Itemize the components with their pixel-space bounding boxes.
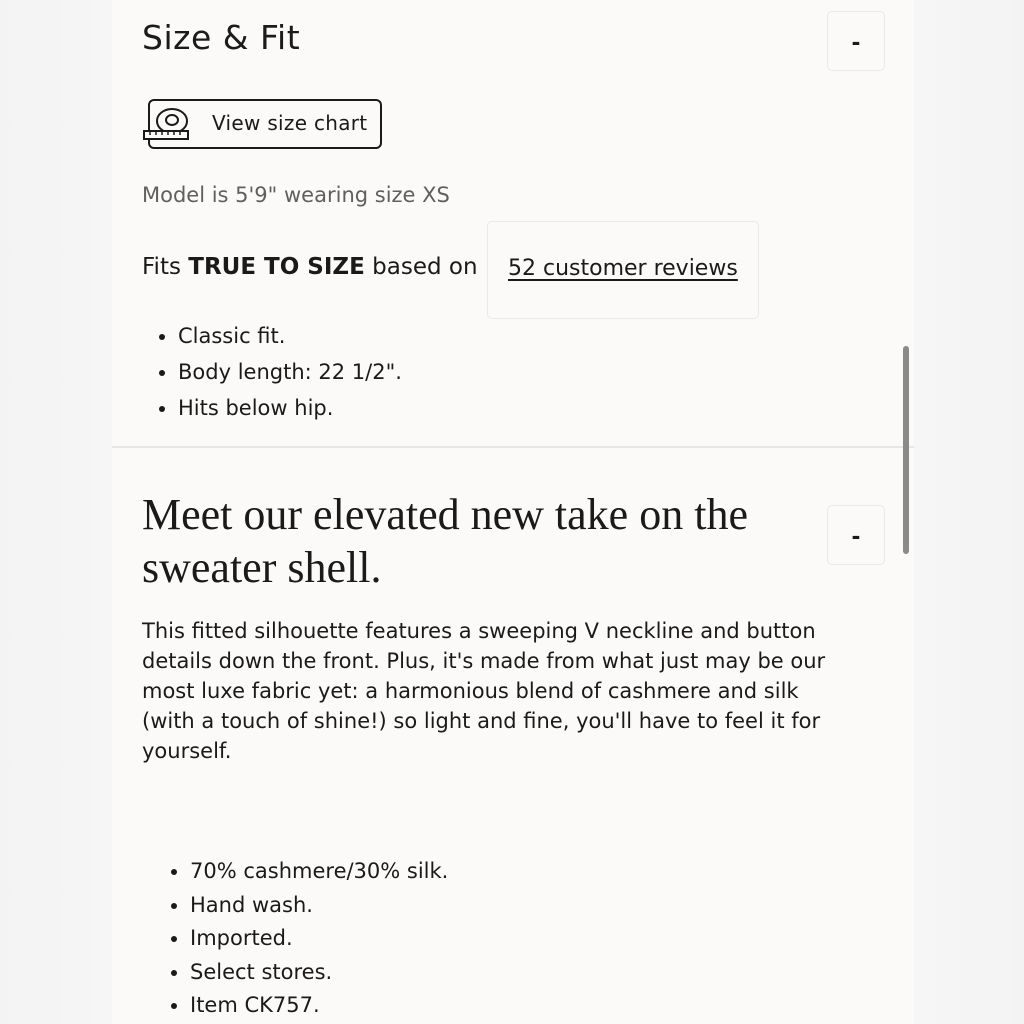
fit-summary xyxy=(142,254,478,280)
description-collapse-button[interactable]: - xyxy=(827,505,885,565)
product-details-list xyxy=(166,855,448,1023)
section-divider xyxy=(112,446,914,448)
measuring-tape-icon xyxy=(142,105,202,143)
list-item: • Imported. xyxy=(190,922,448,956)
list-item: • Body length: 22 1/2". xyxy=(178,354,402,390)
description-body: This fitted silhouette features a sweeping V neckline and button details down the front. Plus, it's made from what just may be our most luxe fabric yet: a harmonious blend of cashmere and silk (with a touch of shine!) so light and fine, you'll have to feel it for yourself. xyxy=(142,619,826,763)
right-backdrop xyxy=(914,0,1024,1024)
list-item: • Hits below hip. xyxy=(178,390,402,426)
size-fit-heading: Size & Fit xyxy=(142,18,301,57)
scrollbar-thumb[interactable] xyxy=(903,346,909,554)
fit-summary-suffix: based on xyxy=(364,254,478,280)
model-size-info: Model is 5'9" wearing size XS xyxy=(142,183,450,207)
fit-details-list xyxy=(154,318,402,426)
size-fit-collapse-button[interactable]: - xyxy=(827,11,885,71)
customer-reviews-link[interactable]: 52 customer reviews xyxy=(508,256,738,281)
product-details-panel xyxy=(112,0,914,1024)
list-item: • Hand wash. xyxy=(190,889,448,923)
fit-summary-prefix: Fits xyxy=(142,254,189,280)
view-size-chart-label: View size chart xyxy=(212,111,368,135)
left-backdrop xyxy=(0,0,112,1024)
list-item: • Classic fit. xyxy=(178,318,402,354)
reviews-link-container xyxy=(487,221,759,319)
description-heading: Meet our elevated new take on the sweater shell. xyxy=(142,490,748,592)
fit-summary-emphasis: TRUE TO SIZE xyxy=(188,254,365,280)
view-size-chart-button[interactable] xyxy=(148,99,382,149)
list-item: • Item CK757. xyxy=(190,989,448,1023)
list-item: • Select stores. xyxy=(190,956,448,990)
list-item: • 70% cashmere/30% silk. xyxy=(190,855,448,889)
